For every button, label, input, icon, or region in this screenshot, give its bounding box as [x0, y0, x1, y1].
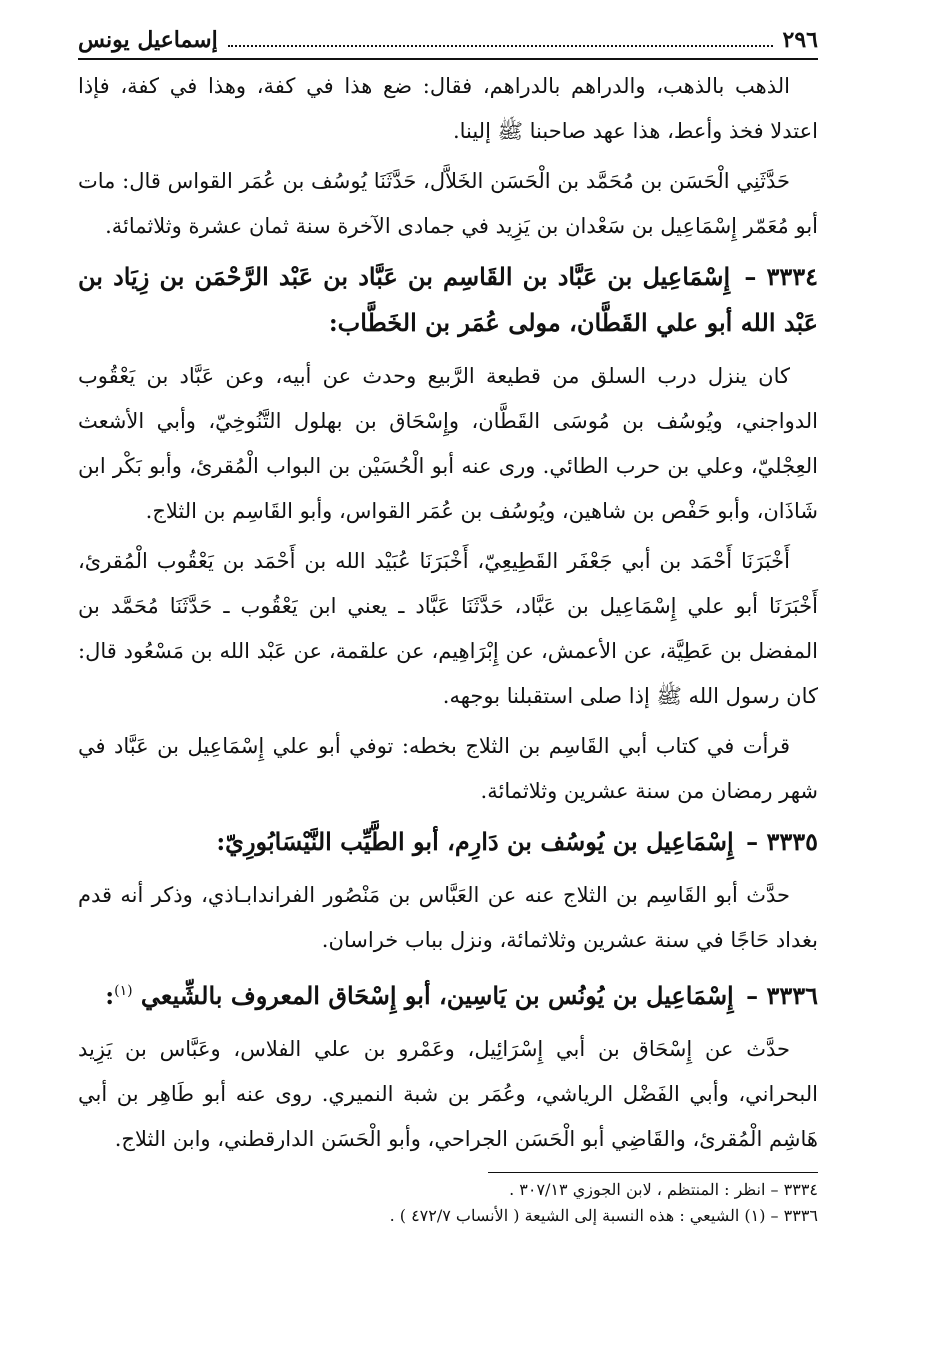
- entry-number: ٣٣٣٦ –: [746, 981, 818, 1010]
- paragraph-continuation: الذهب بالذهب، والدراهم بالدراهم، فقال: ضع هذا في كفة، وهذا في كفة، فإذا اعتدلا فخذ وأعط، هذا عهد صاحبنا ﷺ إلينا.: [78, 74, 818, 143]
- entry-heading-3336: [78, 968, 818, 1019]
- entry-heading-3335: [78, 819, 818, 865]
- paragraph-biography-3334: كان ينزل درب السلق من قطيعة الرَّبيع وحدث عن أبيه، وعن عَبَّاد بن يَعْقُوب الدواجني، ويُوسُف بن مُوسَى القَطَّان، وإِسْحَاق بن بهلول التَّنُوخِيّ، وأبي الأشعث العِجْليّ، وعلي بن حرب الطائي. ورى عنه أبو الْحُسَيْن بن البواب الْمُقرئ، وأبو بَكْر ابن شَاذَان، وأبو حَفْص بن شاهين، ويُوسُف بن عُمَر القواس، وأبو القَاسِم بن الثلاج.: [78, 364, 818, 523]
- footnote-marker: (١): [114, 983, 133, 999]
- paragraph-biography-3335: حدَّث أبو القَاسِم بن الثلاج عنه عن العَبَّاس بن مَنْصُور الفراندابـاذي، وذكر أنه قدم بغداد حَاجًا في سنة عشرين وثلاثمائة، ونزل بباب خراسان.: [78, 883, 818, 952]
- paragraph-biography-3336: حدَّث عن إِسْحَاق بن أبي إِسْرَائِيل، وعَمْرو بن علي الفلاس، وعَبَّاس بن يَزِيد البحراني، وأبي الفَضْل الرياشي، وعُمَر بن شبة النميري. روى عنه أبو طَاهِر بن أبي هَاشِم الْمُقرئ، والقَاضِي أبو الْحَسَن الجراحي، وأبو الْحَسَن الدارقطني، وابن الثلاج.: [78, 1037, 818, 1151]
- entry-number: ٣٣٣٤ –: [744, 262, 819, 291]
- footnote-3334: ٣٣٣٤ – انظر : المنتظم ، لابن الجوزي ٣٠٧/١٣ .: [509, 1180, 818, 1199]
- book-page: [78, 24, 818, 1229]
- entry-heading-3334: [78, 254, 818, 346]
- entry-title: إِسْمَاعِيل بن يُوسُف بن دَارِم، أبو الطَّيِّب النَّيْسَابُورِيّ:: [216, 827, 734, 856]
- running-header: [78, 24, 818, 60]
- entry-title: إِسْمَاعِيل بن يُونُس بن يَاسِين، أبو إِسْحَاق المعروف بالشِّيعي: [140, 981, 734, 1010]
- paragraph-isnad-3334: أَخْبَرَنَا أَحْمَد بن أبي جَعْفَر القَطِيعِيّ، أَخْبَرَنَا عُبَيْد الله بن أَحْمَد بن يَعْقُوب الْمُقرئ، أَخْبَرَنَا أبو علي إِسْمَاعِيل بن عَبَّاد، حَدَّثَنَا عَبَّاد ـ يعني ابن يَعْقُوب ـ حَدَّثَنَا مُحَمَّد بن المفضل بن عَطِيَّة، عن الأعمش، عن إِبْرَاهِيم، عن علقمة، عن عَبْد الله بن مَسْعُود قال: كان رسول الله ﷺ إذا صلى استقبلنا بوجهه.: [78, 549, 818, 708]
- paragraph-death-3334: قرأت في كتاب أبي القَاسِم بن الثلاج بخطه: توفي أبو علي إِسْمَاعِيل بن عَبَّاد في شهر رمضان من سنة عشرين وثلاثمائة.: [78, 734, 818, 803]
- paragraph-death-report: حَدَّثَنِي الْحَسَن بن مُحَمَّد بن الْحَسَن الخَلاَّل، حَدَّثَنَا يُوسُف بن عُمَر القواس قال: مات أبو مُعَمّر إِسْمَاعِيل بن سَعْدان بن يَزِيد في جمادى الآخرة سنة ثمان عشرة وثلاثمائة.: [78, 169, 818, 238]
- heading-colon: :: [105, 981, 115, 1010]
- entry-number: ٣٣٣٥ –: [746, 827, 818, 856]
- footnote-3336: ٣٣٣٦ – (١) الشيعي : هذه النسبة إلى الشيعة ( الأنساب ٤٧٢/٧ ) .: [389, 1206, 818, 1225]
- page-number: ٢٩٦: [782, 27, 818, 53]
- entry-title: إِسْمَاعِيل بن عَبَّاد بن القَاسِم بن عَبَّاد بن عَبْد الرَّحْمَن بن زِيَاد بن عَبْد الله أبو علي القَطَّان، مولى عُمَر بن الخَطَّاب:: [78, 262, 818, 337]
- leader-dots: [228, 44, 773, 47]
- footnotes-section: [389, 1172, 818, 1229]
- running-title: إسماعيل يونس: [78, 27, 218, 53]
